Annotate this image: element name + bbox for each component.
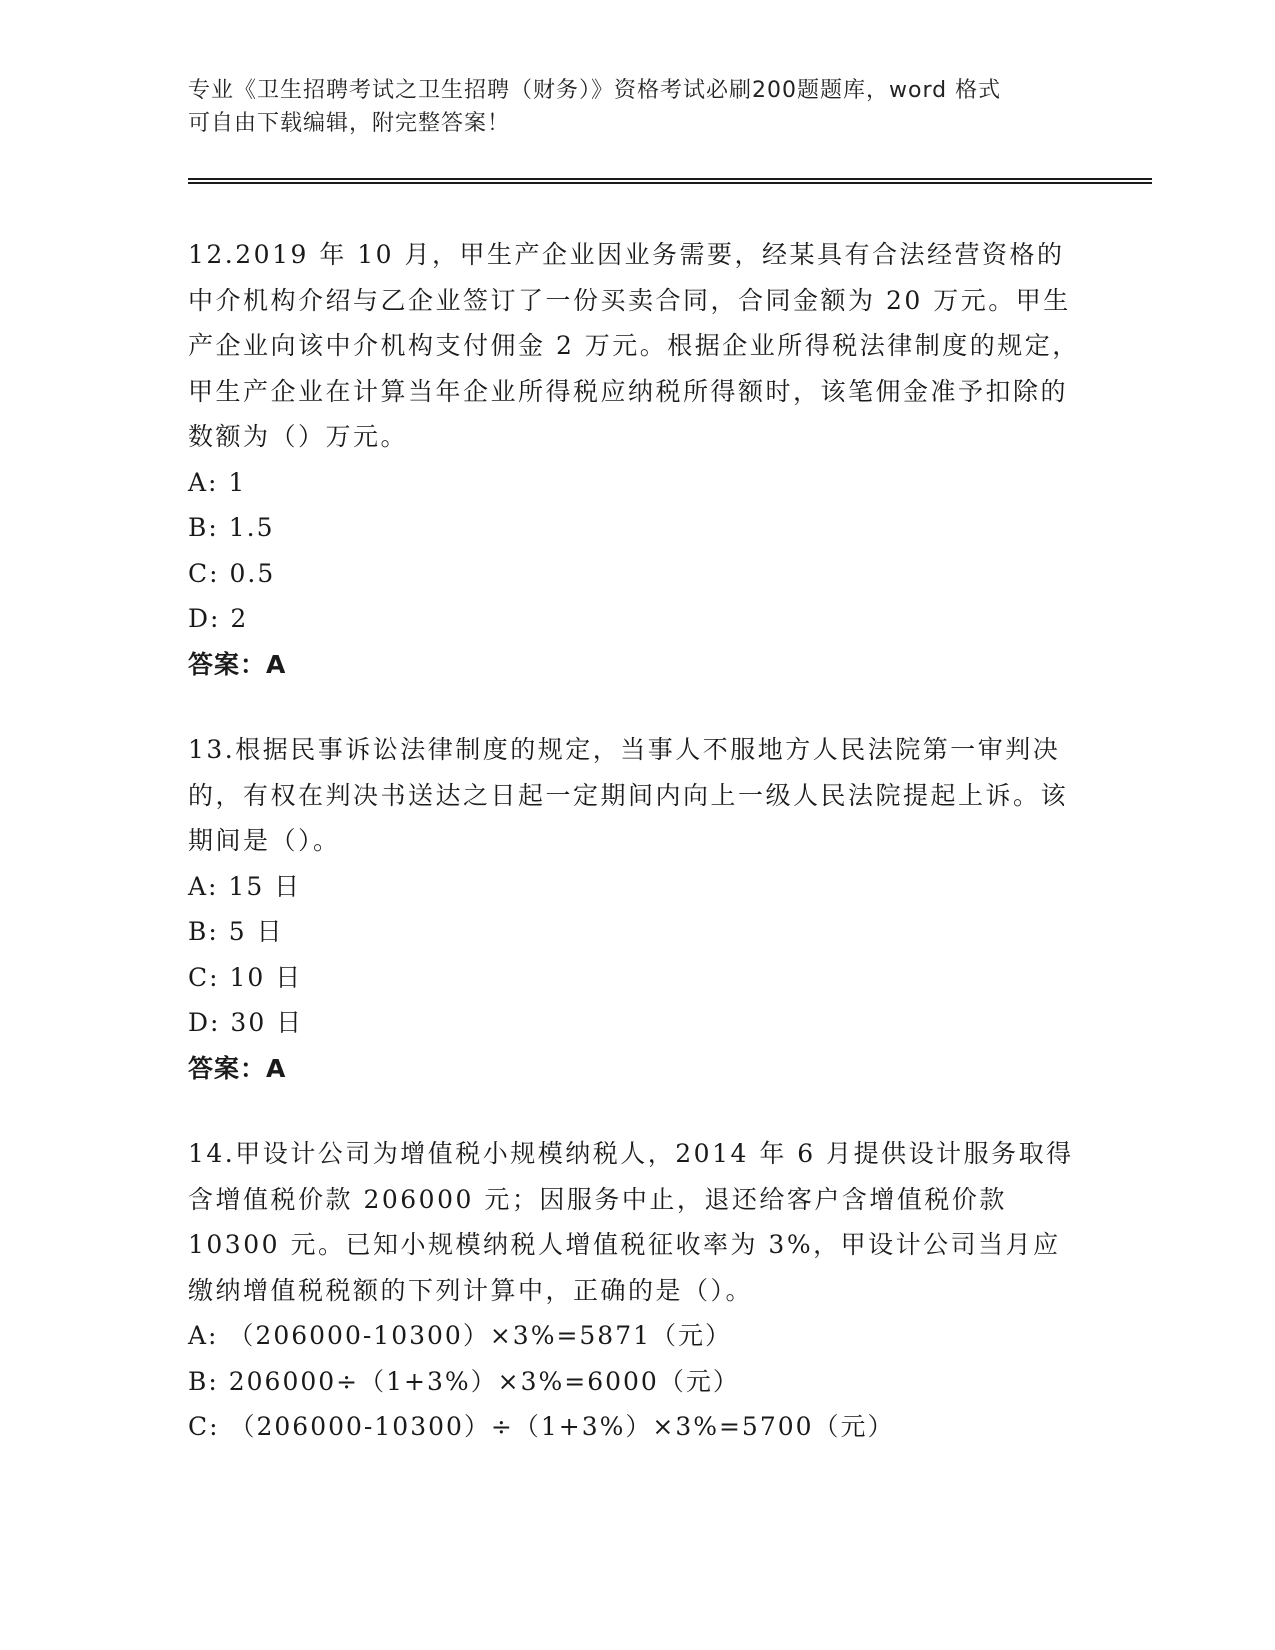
question-12	[188, 232, 1088, 687]
option-b: B: 206000÷（1+3%）×3%=6000（元）	[188, 1366, 740, 1396]
question-14	[188, 1131, 1088, 1450]
header-line-2: 可自由下载编辑，附完整答案！	[188, 111, 511, 136]
question-list	[188, 232, 1088, 1490]
option-b: B: 1.5	[188, 513, 275, 542]
option-a: A: 1	[188, 467, 247, 497]
option-c: C: （206000-10300）÷（1+3%）×3%=5700（元）	[188, 1412, 895, 1441]
option-c: C: 10 日	[188, 962, 303, 992]
question-13	[188, 727, 1088, 1091]
option-d: D: 2	[188, 604, 249, 633]
option-a: A: （206000-10300）×3%=5871（元）	[188, 1321, 733, 1350]
document-header	[188, 74, 1068, 140]
answer-line: 答案：A	[188, 1053, 287, 1083]
header-line-1: 专业《卫生招聘考试之卫生招聘（财务）》资格考试必刷200题题库，word 格式	[188, 78, 1002, 103]
question-stem: 14.甲设计公司为增值税小规模纳税人，2014 年 6 月提供设计服务取得含增值税价款 206000 元；因服务中止，退还给客户含增值税价款10300 元。已知小规模纳税人增值税征收率为 3%，甲设计公司当月应缴纳增值税税额的下列计算中，正确的是（）。	[188, 1139, 1074, 1305]
header-divider	[188, 178, 1152, 184]
question-stem: 12.2019 年 10 月，甲生产企业因业务需要，经某具有合法经营资格的中介机构介绍与乙企业签订了一份买卖合同，合同金额为 20 万元。甲生产企业向该中介机构支付佣金 2 万元。根据企业所得税法律制度的规定，甲生产企业在计算当年企业所得税应纳税所得额时，该笔佣金准予扣除的数额为（）万元。	[188, 240, 1080, 451]
option-a: A: 15 日	[188, 871, 302, 901]
option-d: D: 30 日	[188, 1008, 304, 1037]
option-c: C: 0.5	[188, 558, 276, 588]
option-b: B: 5 日	[188, 917, 284, 946]
question-stem: 13.根据民事诉讼法律制度的规定，当事人不服地方人民法院第一审判决的，有权在判决书送达之日起一定期间内向上一级人民法院提起上诉。该期间是（）。	[188, 735, 1069, 855]
answer-line: 答案：A	[188, 649, 287, 679]
